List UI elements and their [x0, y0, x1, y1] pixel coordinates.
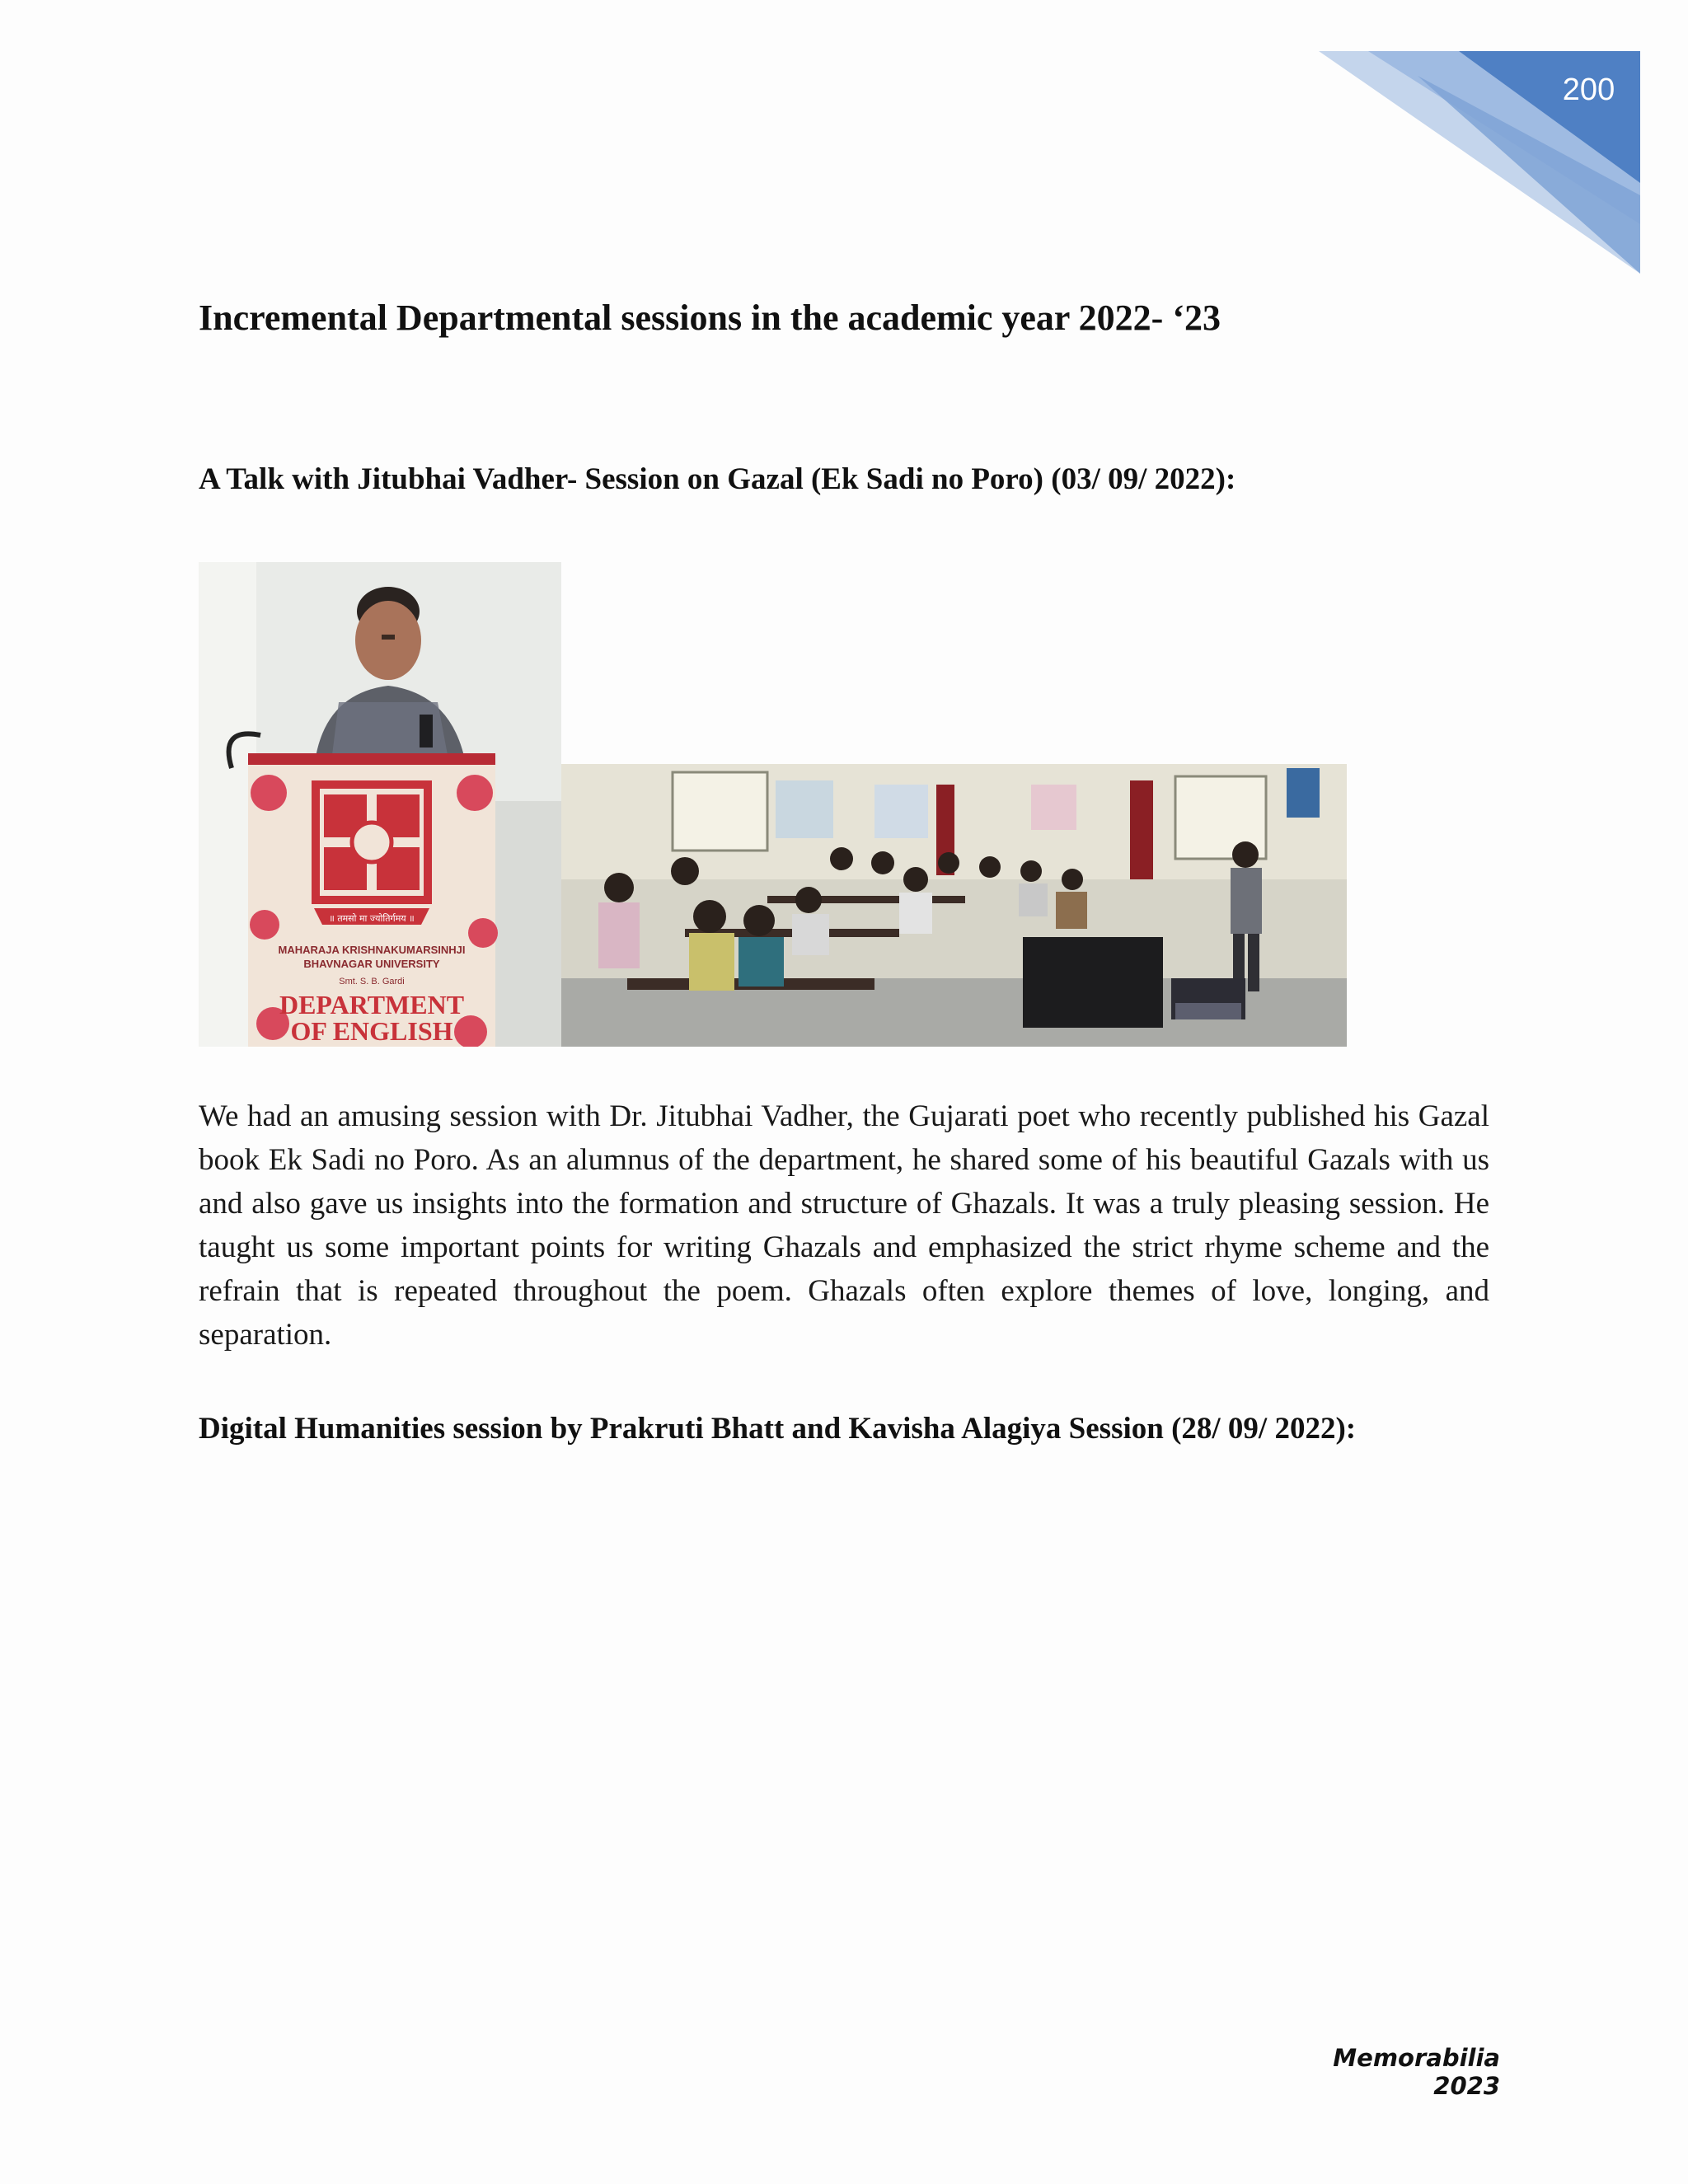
section-body-gazal: We had an amusing session with Dr. Jitubhai Vadher, the Gujarati poet who recently published his Gazal book Ek Sadi no Poro. As an alumnus of the department, he shared some of his beautiful Gazals with us and also gave us insights into the formation and structure of Ghazals. It was a truly pleasing session. He taught us some important points for writing Ghazals and emphasized the strict rhyme scheme and the refrain that is repeated throughout the poem. Ghazals often explore themes of love, longing, and separation.: [199, 1099, 1489, 1352]
banner-university-line1: MAHARAJA KRISHNAKUMARSINHJI: [278, 944, 466, 956]
page-number: 200: [1562, 73, 1615, 107]
banner-college: Smt. S. B. Gardi: [339, 977, 405, 987]
banner-motto: ॥ तमसो मा ज्योतिर्गमय ॥: [329, 913, 415, 924]
section-heading-digital-humanities: Digital Humanities session by Prakruti Bhatt and Kavisha Alagiya Session (28/ 09/ 2022):: [199, 1412, 1357, 1446]
page-title: Incremental Departmental sessions in the academic year 2022- ‘23: [199, 298, 1221, 338]
classroom-photo: [561, 764, 1347, 1047]
banner-dept-line2: OF ENGLISH: [290, 1016, 453, 1046]
banner-dept-line1: DEPARTMENT: [279, 990, 465, 1019]
section-heading-gazal: A Talk with Jitubhai Vadher- Session on Gazal (Ek Sadi no Poro) (03/ 09/ 2022):: [199, 462, 1236, 496]
speaker-photo: [199, 562, 561, 1047]
banner-university-line2: BHAVNAGAR UNIVERSITY: [303, 958, 440, 970]
footer-memorabilia: Memorabilia 2023: [1333, 2044, 1500, 2100]
